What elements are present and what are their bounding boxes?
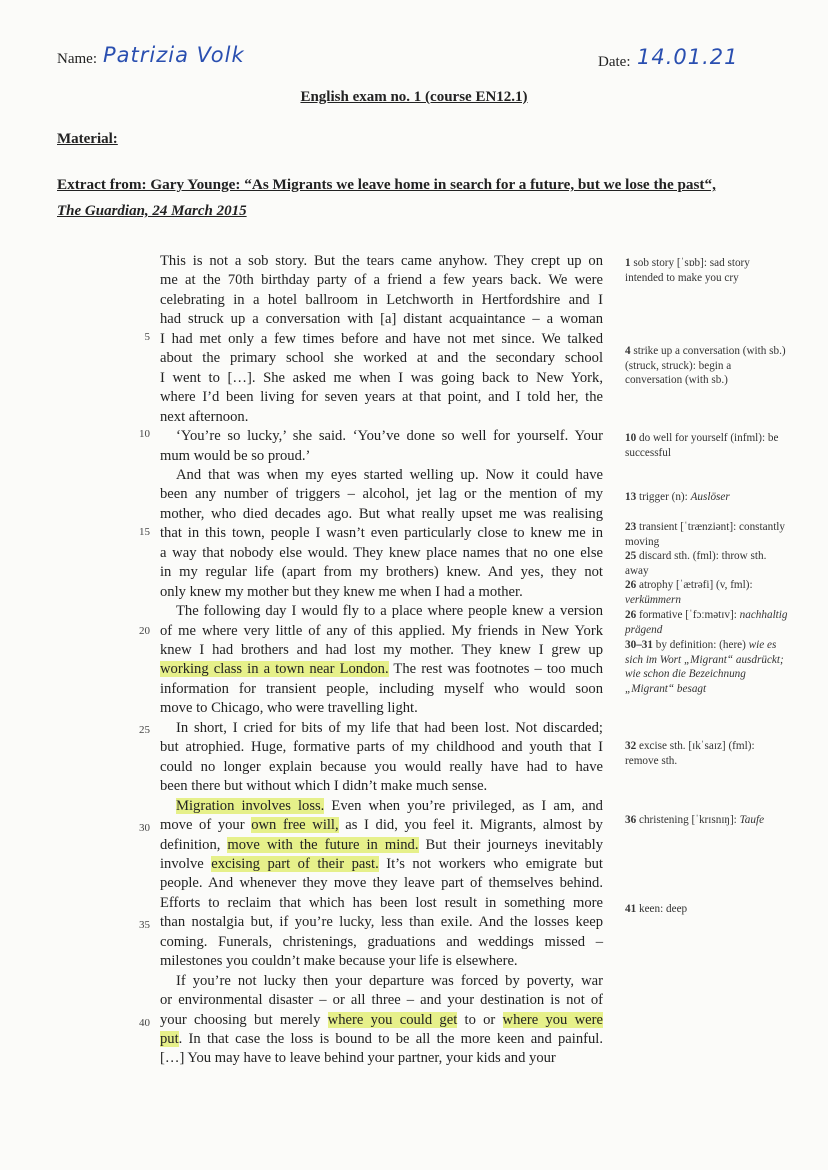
highlighted-text: where you could get	[327, 1011, 458, 1028]
text-line	[160, 641, 603, 660]
text-segment: to or	[457, 1011, 503, 1028]
text-segment: I had met only a few times before and have not met since. We talked	[160, 330, 603, 347]
text-line	[160, 349, 603, 368]
text-line	[160, 894, 603, 913]
text-line	[160, 797, 603, 816]
text-segment: knew I had brothers and had lost my mother. They knew I grew up	[160, 642, 603, 658]
text-line	[160, 524, 603, 543]
note-13: 13 trigger (n): Auslöser	[625, 491, 730, 503]
text-line	[160, 855, 603, 874]
text-line	[160, 563, 603, 582]
line-number: 10	[139, 428, 150, 440]
text-segment: This is not a sob story. But the tears came anyhow. They crept up on	[160, 253, 603, 269]
text-segment: a way that nobody else would. They knew place names that no one else	[160, 544, 603, 561]
highlighted-text: where you were	[502, 1011, 603, 1028]
text-segment: where I’d been living for seven years at that point, and I told her, the	[160, 389, 603, 406]
note-30-31: 30–31 by definition: (here) wie es sich im Wort „Migrant“ ausdrückt; wie schon die Bezeichnung „Migrant“ besagt	[625, 639, 784, 695]
highlighted-text: working class in a town near London.	[160, 661, 389, 678]
text-line	[160, 485, 603, 504]
text-segment: . In that case the loss is bound to be all the more keen and painful.	[178, 1031, 603, 1047]
note-23: 23 transient [ˈtrænziənt]: constantly moving	[625, 521, 786, 548]
text-line	[160, 719, 603, 738]
text-line	[160, 310, 603, 329]
text-segment: been there but without which I didn’t make much sense.	[160, 778, 488, 795]
text-line	[160, 369, 603, 388]
text-line	[160, 544, 603, 563]
text-segment: had struck up a conversation with [a] distant acquaintance – a woman	[160, 311, 603, 328]
text-line	[160, 408, 603, 427]
text-line	[160, 447, 603, 466]
text-segment: definition,	[160, 836, 228, 853]
note-36: 36 christening [ˈkrɪsnɪŋ]: Taufe	[625, 814, 765, 826]
highlighted-text: put	[160, 1031, 179, 1047]
text-line	[160, 252, 603, 271]
source-line: The Guardian, 24 March 2015	[57, 203, 247, 219]
text-segment: In short, I cried for bits of my life that had been lost. Not discarded;	[176, 719, 603, 736]
text-segment: And that was when my eyes started welling up. Now it could have	[176, 466, 603, 483]
text-line	[160, 622, 603, 641]
text-line	[160, 388, 603, 407]
text-line	[160, 466, 603, 485]
text-segment: could no longer explain because you would really have had to have	[160, 758, 603, 775]
text-line	[160, 738, 603, 757]
note-26-formative: 26 formative [ˈfɔːmətɪv]: nachhaltig prägend	[625, 609, 788, 636]
text-segment: or environmental disaster – or all three – and your destination is not of	[160, 992, 603, 1009]
text-segment: as I did, you feel it. Migrants, almost by	[338, 817, 603, 834]
note-32: 32 excise sth. [ɪkˈsaɪz] (fml): remove sth.	[625, 740, 755, 767]
name-label: Name:	[57, 51, 97, 67]
text-segment: […] You may have to leave behind your partner, your kids and your	[160, 1050, 556, 1067]
text-line	[160, 874, 603, 893]
line-number: 35	[139, 919, 150, 931]
text-segment: than nostalgia but, if you’re lucky, less than exile. And the losses keep	[160, 914, 603, 931]
text-segment: only knew my mother but they knew me when I had a mother.	[160, 583, 523, 600]
text-segment: I went to […]. She asked me when I was going back to New York,	[160, 369, 603, 386]
text-line	[160, 271, 603, 290]
text-line	[160, 680, 603, 699]
text-line	[160, 583, 603, 602]
text-segment: me at the 70th birthday party of a friend a few years back. We were	[160, 272, 603, 289]
text-segment: coming. Funerals, christenings, graduations and weddings missed –	[160, 933, 603, 950]
text-line	[160, 913, 603, 932]
text-segment: been any number of triggers – alcohol, jet lag or the mention of my	[160, 486, 603, 503]
text-segment: about the primary school she worked at and the secondary school	[160, 350, 603, 367]
text-line	[160, 991, 603, 1010]
highlighted-text: move with the future in mind.	[227, 836, 419, 853]
text-line	[160, 427, 603, 446]
text-segment: ‘You’re so lucky,’ she said. ‘You’ve done so well for yourself. Your	[176, 428, 603, 445]
line-number: 20	[139, 625, 150, 637]
note-41: 41 keen: deep	[625, 903, 688, 915]
text-segment: celebrating in a hotel ballroom in Letchworth in Hertfordshire and I	[160, 291, 603, 308]
note-10: 10 do well for yourself (infml): be successful	[625, 432, 779, 459]
line-number: 5	[144, 331, 150, 343]
text-segment: It’s not workers who emigrate but	[378, 855, 603, 872]
text-line	[160, 291, 603, 310]
text-segment: that in this town, people I wasn’t even particularly close to knew me in	[160, 525, 603, 542]
highlighted-text: own free will,	[251, 817, 339, 834]
text-segment: The rest was footnotes – too much	[388, 661, 603, 678]
text-line	[160, 933, 603, 952]
text-segment: mother, who died decades ago. But what really upset me was realising	[160, 505, 603, 522]
material-label: Material:	[57, 131, 118, 147]
line-number: 15	[139, 526, 150, 538]
text-line	[160, 505, 603, 524]
text-line	[160, 1049, 603, 1068]
date-handwritten: 14.01.21	[637, 45, 739, 69]
text-segment: mum would be so proud.’	[160, 447, 311, 464]
text-segment: If you’re not lucky then your departure was forced by poverty, war	[176, 972, 603, 989]
name-handwritten: Patrizia Volk	[103, 43, 245, 67]
extract-heading: Extract from: Gary Younge: “As Migrants we leave home in search for a future, but we lose the past“,	[57, 176, 716, 193]
text-line	[160, 602, 603, 621]
text-line	[160, 777, 603, 796]
note-4: 4 strike up a conversation (with sb.) (struck, struck): begin a conversation (with sb.)	[625, 345, 786, 386]
highlighted-text: Migration involves loss.	[176, 797, 325, 814]
text-segment: but atrophied. Huge, formative parts of my childhood and youth that I	[160, 739, 603, 756]
text-segment: in my regular life (apart from my brothers) knew. And yes, they not	[160, 564, 603, 581]
exam-title: English exam no. 1 (course EN12.1)	[300, 89, 528, 105]
highlighted-text: excising part of their past.	[211, 855, 379, 872]
text-line	[160, 758, 603, 777]
note-25: 25 discard sth. (fml): throw sth. away	[625, 550, 767, 577]
text-segment: people. And whenever they move they leave part of themselves behind.	[160, 875, 603, 892]
text-segment: Efforts to reclaim that which has been lost result in something more	[160, 894, 603, 911]
text-line	[160, 699, 603, 718]
text-segment: information for transient people, including myself who would soon	[160, 680, 603, 697]
note-26-atrophy: 26 atrophy [ˈætrəfi] (v, fml): verkümmern	[625, 579, 753, 606]
text-segment: involve	[160, 855, 212, 872]
text-line	[160, 816, 603, 835]
text-segment: But their journeys inevitably	[418, 836, 603, 853]
text-segment: The following day I would fly to a place where people knew a version	[176, 603, 603, 620]
text-line	[160, 836, 603, 855]
text-segment: milestones you couldn’t make because your life is elsewhere.	[160, 953, 518, 970]
text-line	[160, 952, 603, 971]
text-segment: move to Chicago, who were travelling light.	[160, 700, 418, 717]
note-1: 1 sob story [ˈsɒb]: sad story intended to make you cry	[625, 257, 750, 284]
text-line	[160, 1011, 603, 1030]
text-line	[160, 660, 603, 679]
text-line	[160, 330, 603, 349]
text-segment: move of your	[160, 817, 252, 834]
text-line	[160, 972, 603, 991]
text-line	[160, 1030, 603, 1049]
text-segment: your choosing but merely	[160, 1011, 328, 1028]
date-label: Date:	[598, 54, 631, 70]
line-number: 40	[139, 1017, 150, 1029]
text-segment: next afternoon.	[160, 408, 249, 425]
text-segment: of me where very little of any of this applied. My friends in New York	[160, 622, 603, 639]
line-number: 30	[139, 822, 150, 834]
text-segment: Even when you’re privileged, as I am, and	[324, 797, 603, 814]
line-number: 25	[139, 724, 150, 736]
